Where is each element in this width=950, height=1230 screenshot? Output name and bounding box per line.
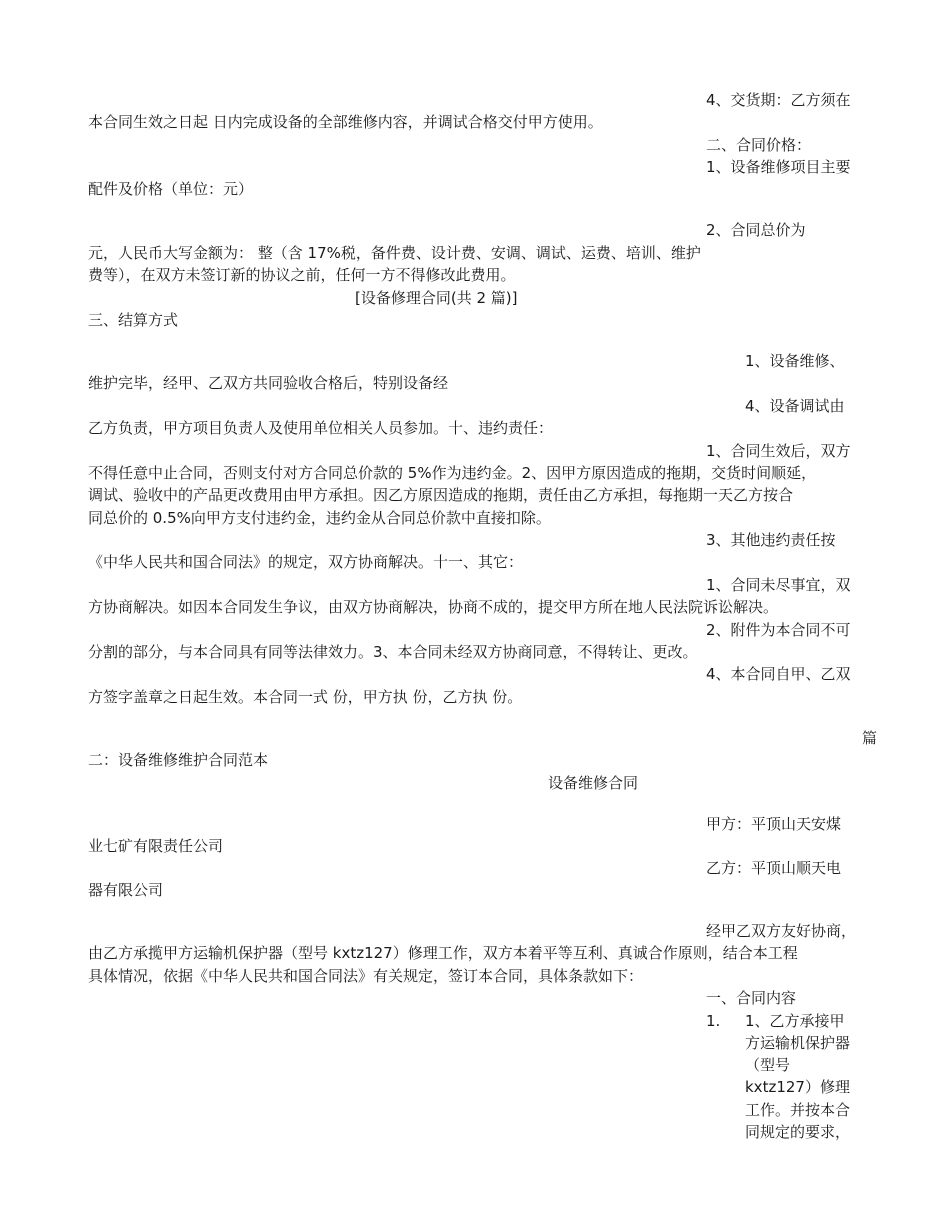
party-b-line: 乙方：平顶山顺天电 [706, 859, 842, 877]
document-title-tag: [设备修理合同(共 2 篇)] [355, 289, 518, 307]
text-line: 维护完毕，经甲、乙双方共同验收合格后，特别设备经 [88, 374, 449, 392]
party-a-line: 业七矿有限责任公司 [88, 837, 224, 855]
text-line: 3、其他违约责任按 [706, 531, 836, 549]
text-line: 乙方负责，甲方项目负责人及使用单位相关人员参加。十、违约责任： [88, 419, 554, 437]
list-item-line: 同规定的要求， [745, 1123, 851, 1141]
text-line: 4、交货期：乙方须在 [706, 91, 851, 109]
section-heading: 一、合同内容 [706, 989, 797, 1007]
text-line: 方协商解决。如因本合同发生争议，由双方协商解决，协商不成的，提交甲方所在地人民法院诉讼解决。 [88, 598, 779, 616]
section-heading: 二、合同价格： [706, 136, 812, 154]
text-line: 4、设备调试由 [745, 397, 845, 415]
text-line: 1、设备维修、 [745, 352, 845, 370]
text-line: 方签字盖章之日起生效。本合同一式 份，甲方执 份，乙方执 份。 [88, 688, 523, 706]
list-item-line: kxtz127）修理 [745, 1078, 850, 1096]
text-line: 费等），在双方未签订新的协议之前，任何一方不得修改此费用。 [88, 266, 516, 284]
text-line: 1、设备维修项目主要 [706, 158, 851, 176]
text-line: 不得任意中止合同，否则支付对方合同总价款的 5%作为违约金。2、因甲方原因造成的拖期，交货时间顺延， [88, 464, 817, 482]
party-b-line: 器有限公司 [88, 881, 164, 899]
section-heading: 二：设备维修维护合同范本 [88, 751, 269, 769]
text-line: 具体情况，依据《中华人民共和国合同法》有关规定，签订本合同，具体条款如下： [88, 967, 644, 985]
text-line: 2、附件为本合同不可 [706, 621, 851, 639]
list-marker: 1. [706, 1012, 721, 1030]
party-a-line: 甲方：平顶山天安煤 [706, 815, 842, 833]
text-line: 配件及价格（单位：元） [88, 180, 254, 198]
list-item-line: 方运输机保护器 [745, 1034, 851, 1052]
text-line: 分割的部分，与本合同具有同等法律效力。3、本合同未经双方协商同意，不得转让、更改。 [88, 643, 698, 661]
text-line: 元，人民币大写金额为： 整（含 17%税，备件费、设计费、安调、调试、运费、培训、维护 [88, 244, 701, 262]
text-line: 1、合同未尽事宜，双 [706, 576, 851, 594]
text-line: 1、合同生效后，双方 [706, 442, 851, 460]
section-heading: 三、结算方式 [88, 311, 179, 329]
text-line: 4、本合同自甲、乙双 [706, 665, 851, 683]
text-line: 由乙方承揽甲方运输机保护器（型号 kxtz127）修理工作，双方本着平等互利、真诚合作原则，结合本工程 [88, 944, 798, 962]
text-line: 经甲乙双方友好协商， [706, 922, 857, 940]
text-line: 本合同生效之日起 日内完成设备的全部维修内容，并调试合格交付甲方使用。 [88, 113, 603, 131]
list-item-line: （型号 [745, 1056, 791, 1074]
list-item-line: 1、乙方承接甲 [745, 1012, 845, 1030]
contract-title: 设备维修合同 [548, 774, 639, 792]
text-line: 《中华人民共和国合同法》的规定，双方协商解决。十一、其它： [88, 553, 524, 571]
text-line: 篇 [862, 729, 878, 747]
text-line: 调试、验收中的产品更改费用由甲方承担。因乙方原因造成的拖期，责任由乙方承担，每拖期一天乙方按合 [88, 486, 794, 504]
text-line: 同总价的 0.5%向甲方支付违约金，违约金从合同总价款中直接扣除。 [88, 509, 551, 527]
list-item-line: 工作。并按本合 [745, 1101, 851, 1119]
text-line: 2、合同总价为 [706, 221, 806, 239]
